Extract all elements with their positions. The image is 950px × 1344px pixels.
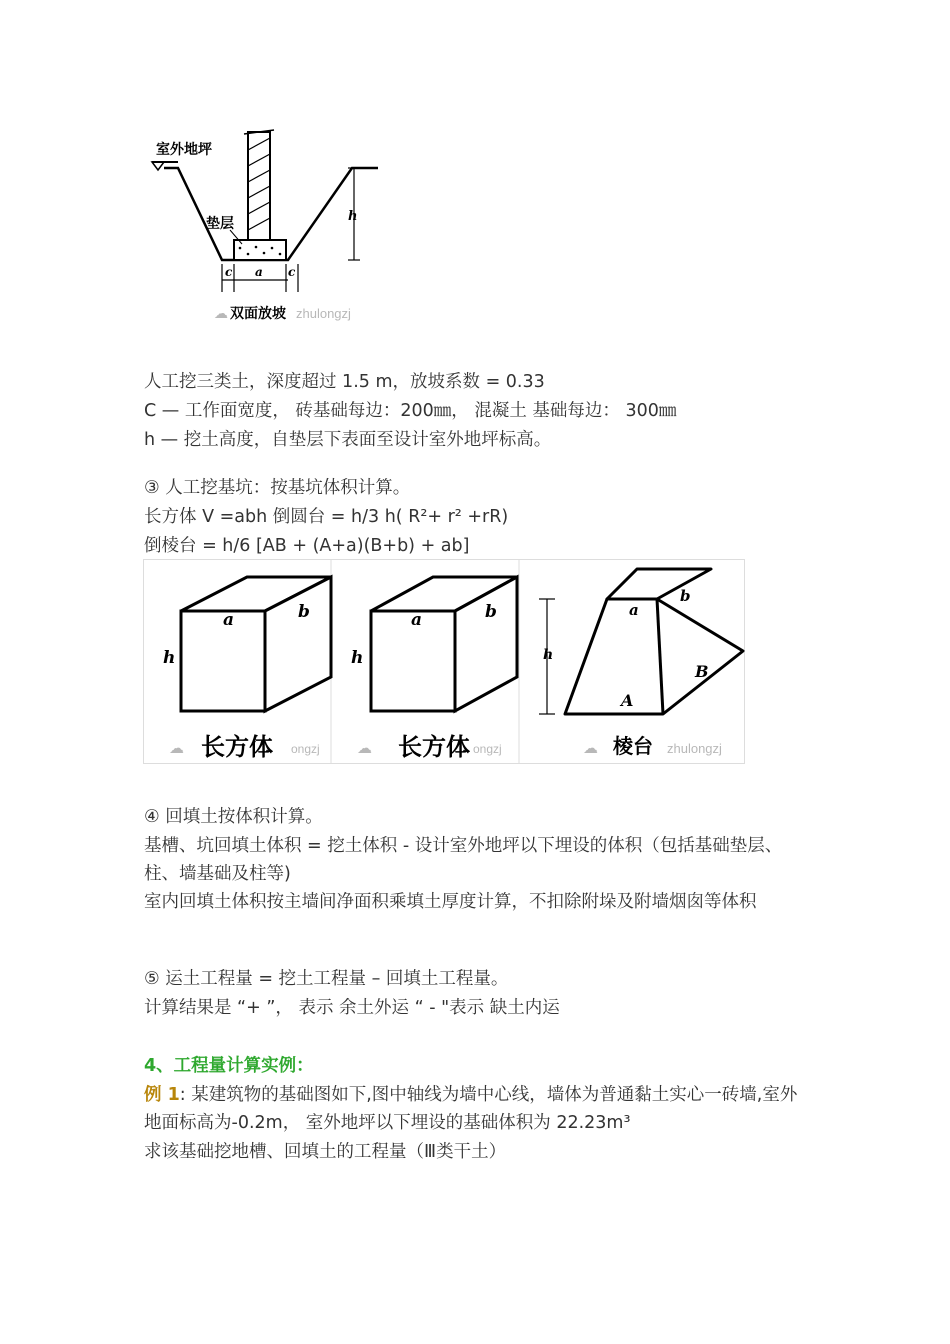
frustum-caption: 棱台 [613, 734, 653, 758]
cuboid-2-a: a [411, 610, 423, 630]
para3-line2: 基槽、坑回填土体积 = 挖土体积 - 设计室外地坪以下埋设的体积（包括基础垫层、柱、墙基础及柱等) [144, 836, 783, 884]
frustum-a: a [629, 601, 639, 619]
watermark-text: ongzj [473, 742, 502, 756]
dim-c-left: c [225, 265, 233, 279]
example-text: : 某建筑物的基础图如下,图中轴线为墙中心线，墙体为普通黏土实心一砖墙,室外地面标高为-0.2m， 室外地坪以下埋设的基础体积为 22.23m³ [144, 1085, 798, 1133]
cuboid-1-b: b [298, 602, 310, 622]
dim-h-label: h [348, 209, 358, 224]
cuboid-1-caption: 长方体 [201, 732, 273, 761]
cuboid-2-caption: 长方体 [398, 732, 470, 761]
example-1 [144, 1081, 809, 1137]
cushion-label: 垫层 [206, 216, 234, 232]
dim-c-right: c [288, 265, 296, 279]
cuboid-1 [181, 577, 331, 711]
section-heading: 4、工程量计算实例： [144, 1056, 314, 1076]
para4-line1: ⑤ 运土工程量 = 挖土工程量 – 回填土工程量。 [144, 969, 509, 989]
frustum [565, 569, 743, 714]
para4-line2: 计算结果是 “+ ”， 表示 余土外运 “ - "表示 缺土内运 [144, 998, 560, 1018]
watermark-icon: ☁ [357, 740, 372, 757]
watermark-text: zhulongzj [667, 741, 722, 756]
watermark-icon: ☁ [583, 740, 598, 757]
cuboid-1-h: h [163, 648, 176, 668]
watermark-text: ongzj [291, 742, 320, 756]
para3-line1: ④ 回填土按体积计算。 [144, 807, 323, 827]
watermark-icon: ☁ [169, 740, 184, 757]
frustum-B: B [695, 662, 709, 681]
para2-line1: ③ 人工挖基坑：按基坑体积计算。 [144, 478, 411, 498]
trench-caption: 双面放坡 [230, 306, 286, 322]
frustum-b: b [680, 587, 691, 605]
ground-level-label: 室外地坪 [156, 142, 212, 158]
cuboid-2 [371, 577, 517, 711]
frustum-h: h [543, 647, 554, 663]
watermark-text: zhulongzj [296, 306, 351, 321]
solids-figure [143, 559, 745, 764]
trench-section-figure [144, 120, 384, 330]
para1-line1: 人工挖三类土，深度超过 1.5 m，放坡系数 = 0.33 [144, 372, 545, 392]
dim-a-label: a [255, 265, 263, 279]
watermark-icon: ☁ [214, 305, 228, 321]
para1-line3: h — 挖土高度，自垫层下表面至设计室外地坪标高。 [144, 430, 552, 450]
frustum-A: A [621, 691, 634, 710]
para2-line2: 长方体 V =abh 倒圆台 = h/3 h( R²+ r² +rR) [144, 507, 509, 527]
example-question: 求该基础挖地槽、回填土的工程量（Ⅲ类干土） [144, 1142, 507, 1162]
example-label: 例 1 [144, 1085, 180, 1105]
para2-line3: 倒棱台 = h/6 [AB + (A+a)(B+b) + ab] [144, 536, 470, 556]
cuboid-2-h: h [351, 648, 364, 668]
cuboid-2-b: b [485, 602, 497, 622]
cuboid-1-a: a [223, 610, 235, 630]
para1-line2: C — 工作面宽度， 砖基础每边：200㎜， 混凝土 基础每边： 300㎜ [144, 401, 677, 421]
para3-line3: 室内回填土体积按主墙间净面积乘填土厚度计算，不扣除附垛及附墙烟囱等体积 [144, 892, 757, 912]
